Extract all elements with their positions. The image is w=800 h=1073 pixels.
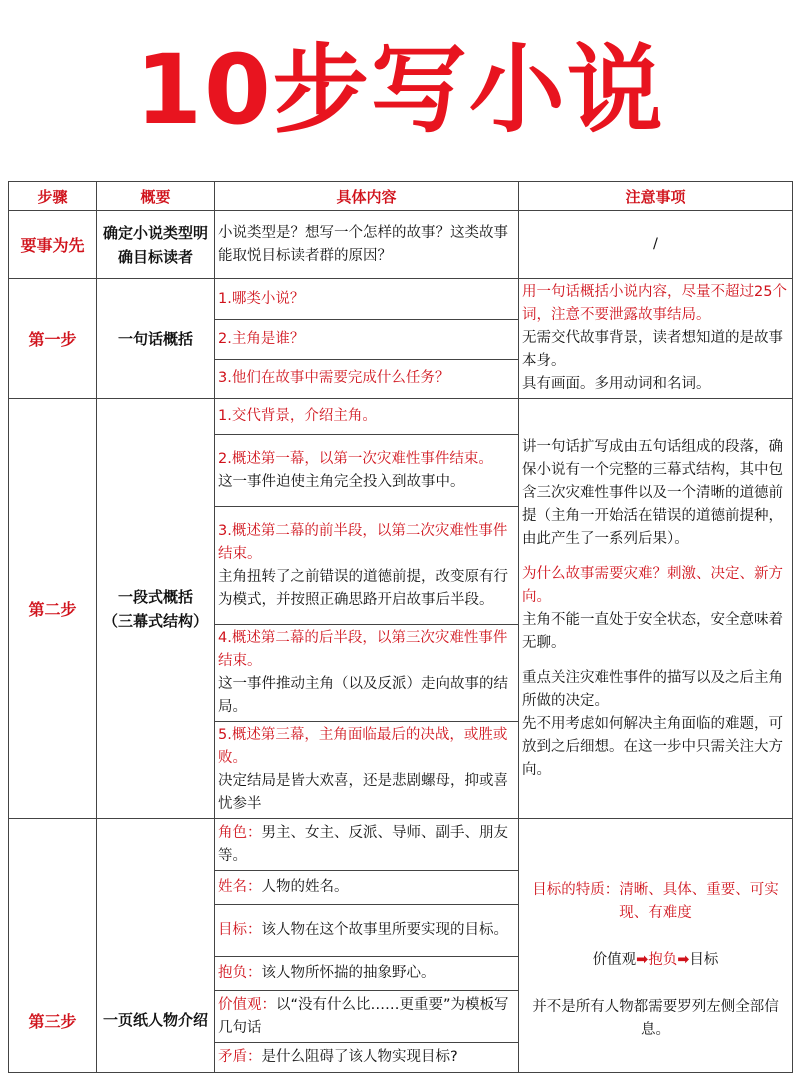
content-heading: 5.概述第三幕，主角面临最后的决战，或胜或败。 bbox=[218, 727, 508, 766]
content-cell bbox=[215, 625, 519, 722]
note-text: 并不是所有人物都需要罗列左侧全部信息。 bbox=[532, 999, 779, 1038]
header-summary: 概要 bbox=[97, 182, 215, 211]
value-chain: 价值观➡抱负➡目标 bbox=[592, 952, 719, 968]
content-text: 主角扭转了之前错误的道德前提，改变原有行为模式，并按照正确思路开启故事后半段。 bbox=[218, 568, 508, 608]
steps-table bbox=[8, 181, 793, 1073]
step-cell: 要事为先 bbox=[9, 211, 97, 279]
note-text: 主角不能一直处于安全状态，安全意味着无聊。 bbox=[522, 611, 783, 651]
note-text: 先不用考虑如何解决主角面临的难题，可放到之后细想。在这一步中只需关注大方向。 bbox=[522, 715, 783, 778]
content-text: 决定结局是皆大欢喜，还是悲剧螺母，抑或喜忧参半 bbox=[218, 773, 508, 812]
content-cell: 小说类型是？想写一个怎样的故事？这类故事能取悦目标读者群的原因？ bbox=[215, 211, 519, 279]
content-heading: 3.概述第二幕的前半段，以第二次灾难性事件结束。 bbox=[218, 522, 508, 562]
content-cell: 抱负：该人物所怀揣的抽象野心。 bbox=[215, 957, 519, 991]
notes-cell: / bbox=[519, 211, 793, 279]
content-cell bbox=[215, 507, 519, 625]
step-cell: 第二步 bbox=[9, 399, 97, 819]
table-header-row bbox=[9, 182, 793, 211]
header-notes: 注意事项 bbox=[519, 182, 793, 211]
step-cell: 第一步 bbox=[9, 279, 97, 399]
notes-cell bbox=[519, 819, 793, 1073]
content-heading: 4.概述第二幕的后半段，以第三次灾难性事件结束。 bbox=[218, 630, 508, 669]
table-row bbox=[9, 399, 793, 435]
content-cell: 3.他们在故事中需要完成什么任务？ bbox=[215, 359, 519, 398]
table-row bbox=[9, 279, 793, 320]
summary-line: 一段式概括 bbox=[117, 587, 193, 606]
header-content: 具体内容 bbox=[215, 182, 519, 211]
arrow-right-icon: ➡ bbox=[636, 952, 649, 968]
page-title: 10步写小说 bbox=[135, 34, 665, 146]
summary-cell: 一句话概括 bbox=[97, 279, 215, 399]
table-row bbox=[9, 211, 793, 279]
content-cell bbox=[215, 435, 519, 507]
content-cell: 价值观：以“没有什么比……更重要”为模板写几句话 bbox=[215, 991, 519, 1043]
table-row bbox=[9, 819, 793, 871]
content-cell: 目标：该人物在这个故事里所要实现的目标。 bbox=[215, 905, 519, 957]
content-cell: 1.哪类小说？ bbox=[215, 279, 519, 320]
content-cell: 2.主角是谁？ bbox=[215, 320, 519, 359]
notes-cell bbox=[519, 279, 793, 399]
note-text: 为什么故事需要灾难？刺激、决定、新方向。 bbox=[522, 565, 783, 605]
note-text: 重点关注灾难性事件的描写以及之后主角所做的决定。 bbox=[522, 669, 783, 709]
arrow-right-icon: ➡ bbox=[677, 952, 690, 968]
summary-line: （三幕式结构） bbox=[102, 611, 208, 630]
note-text: 无需交代故事背景，读者想知道的是故事本身。 bbox=[522, 330, 783, 369]
summary-cell: 确定小说类型明确目标读者 bbox=[97, 211, 215, 279]
note-text: 讲一句话扩写成由五句话组成的段落，确保小说有一个完整的三幕式结构，其中包含三次灾难性事件以及一个清晰的道德前提（主角一开始活在错误的道德前提种，由此产生了一系列后果）。 bbox=[522, 438, 783, 547]
content-cell bbox=[215, 722, 519, 819]
note-text: 用一句话概括小说内容，尽量不超过25个词，注意不要泄露故事结局。 bbox=[522, 284, 787, 323]
content-text: 这一事件迫使主角完全投入到故事中。 bbox=[218, 473, 465, 490]
header-step: 步骤 bbox=[9, 182, 97, 211]
note-text: 目标的特质：清晰、具体、重要、可实现、有难度 bbox=[532, 882, 779, 921]
step-cell: 第三步 bbox=[9, 819, 97, 1073]
content-text: 这一事件推动主角（以及反派）走向故事的结局。 bbox=[218, 676, 508, 715]
content-cell: 矛盾：是什么阻碍了该人物实现目标? bbox=[215, 1043, 519, 1073]
summary-cell bbox=[97, 399, 215, 819]
summary-cell: 一页纸人物介绍 bbox=[97, 819, 215, 1073]
content-cell: 角色：男主、女主、反派、导师、副手、朋友等。 bbox=[215, 819, 519, 871]
content-cell: 1.交代背景，介绍主角。 bbox=[215, 399, 519, 435]
content-cell: 姓名：人物的姓名。 bbox=[215, 871, 519, 905]
note-text: 具有画面。多用动词和名词。 bbox=[522, 376, 711, 392]
notes-cell bbox=[519, 399, 793, 819]
content-heading: 2.概述第一幕，以第一次灾难性事件结束。 bbox=[218, 450, 493, 467]
